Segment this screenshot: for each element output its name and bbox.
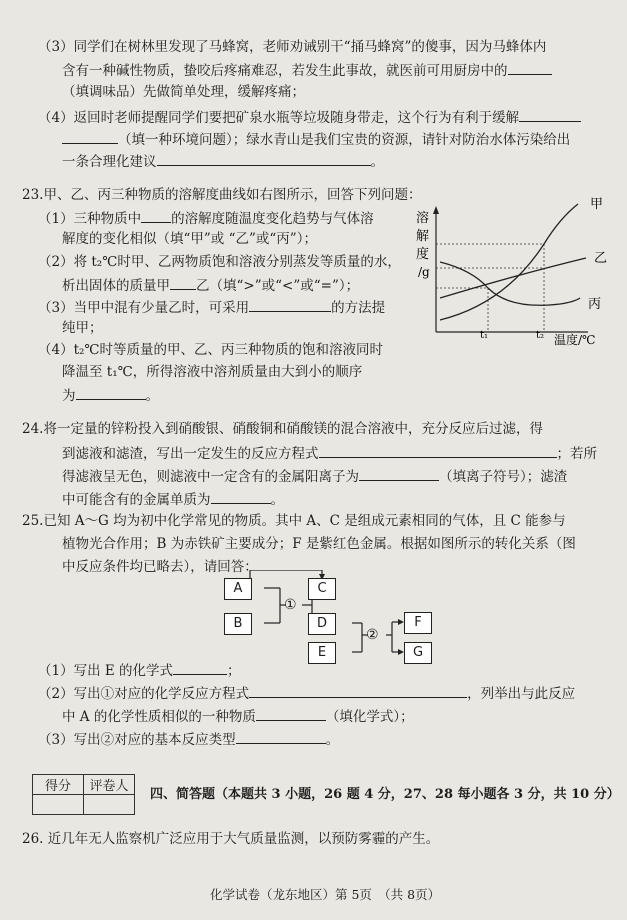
q23-stem: 23.甲、乙、丙三种物质的溶解度曲线如右图所示，回答下列问题： — [22, 187, 422, 203]
q26-text: 26. 近几年无人监察机广泛应用于大气质量监测，以预防雾霾的产生。 — [22, 831, 440, 847]
reaction-1-label: ① — [284, 597, 297, 613]
reaction-2-label: ② — [366, 627, 379, 643]
solubility-curve-figure — [410, 192, 615, 348]
q23-part2-line2: 析出固体的质量甲 乙（填“>”或“<”或“=”）； — [62, 275, 359, 295]
answer-blank[interactable] — [62, 129, 118, 144]
q23-part1-line2: 解度的变化相似（填“甲”或 “乙”或“丙”）； — [62, 231, 317, 247]
page-footer: 化学试卷（龙东地区）第 5页 （共 8页） — [210, 887, 441, 902]
answer-blank[interactable] — [76, 385, 146, 400]
q25-part2-line1: （2）写出①对应的化学反应方程式 ，列举出与此反应 — [38, 683, 575, 703]
curve-yi — [440, 258, 586, 298]
q24-line1: 24.将一定量的锌粉投入到硝酸银、硝酸铜和硝酸镁的混合溶液中，充分反应后过滤，得 — [22, 421, 543, 437]
q25-line1: 25.已知 A～G 均为初中化学常见的物质。其中 A、C 是组成元素相同的气体，且 C 能参与 — [22, 513, 566, 529]
answer-blank[interactable] — [319, 443, 557, 458]
score-label: 得分 — [33, 775, 84, 795]
q22-part4-line2: （填一种环境问题）；绿水青山是我们宝贵的资源，请针对防治水体污染给出 — [62, 129, 570, 149]
q22-part3-line3: （填调味品）先做简单处理，缓解疼痛； — [62, 84, 305, 100]
answer-blank[interactable] — [519, 107, 581, 122]
series-label-bing: 丙 — [588, 297, 602, 312]
q24-line2: 到滤液和滤渣，写出一定发生的反应方程式 ；若所 — [62, 443, 597, 463]
curve-jia — [440, 204, 578, 320]
q23-part2-line1: （2）将 t₂℃时甲、乙两物质饱和溶液分别蒸发等质量的水， — [38, 254, 401, 270]
node-A: A — [224, 578, 252, 600]
y-axis-label-3: 度 — [416, 247, 430, 262]
answer-blank[interactable] — [249, 683, 467, 698]
answer-blank[interactable] — [170, 275, 196, 290]
q24-line3: 得滤液呈无色，则滤液中一定含有的金属阳离子为 （填离子符号）；滤渣 — [62, 466, 567, 486]
series-label-yi: 乙 — [594, 251, 608, 266]
node-C: C — [308, 578, 336, 600]
q25-part2-line2: 中 A 的化学性质相似的一种物质 （填化学式）； — [62, 706, 414, 726]
grader-cell[interactable] — [84, 795, 135, 815]
y-axis-label-1: 溶 — [416, 211, 430, 226]
answer-blank[interactable] — [236, 729, 326, 744]
answer-blank[interactable] — [256, 706, 326, 721]
y-axis-arrow — [433, 206, 439, 214]
answer-blank[interactable] — [157, 151, 371, 166]
answer-blank[interactable] — [141, 208, 171, 223]
q25-line3: 中反应条件均已略去），请回答： — [62, 559, 258, 575]
series-label-jia: 甲 — [590, 197, 604, 212]
q23-part3-line1: （3）当甲中混有少量乙时，可采用 的方法提 — [38, 297, 385, 317]
q23-part4-line3: 为 。 — [62, 385, 159, 405]
q23-part4-line2: 降温至 t₁℃，所得溶液中溶剂质量由大到小的顺序 — [62, 364, 363, 380]
node-G: G — [404, 642, 432, 664]
q25-line2: 植物光合作用；B 为赤铁矿主要成分；F 是紫红色金属。根据如图所示的转化关系（图 — [62, 536, 576, 552]
score-table — [32, 774, 135, 815]
tick-t2: t₂ — [536, 330, 545, 341]
q22-part4-line3: 一条合理化建议 。 — [62, 151, 384, 171]
q23-part1-line1: （1）三种物质中 的溶解度随温度变化趋势与气体溶 — [38, 208, 374, 228]
grader-label: 评卷人 — [84, 775, 135, 795]
answer-blank[interactable] — [173, 660, 227, 675]
q23-part4-line1: （4）t₂℃时等质量的甲、乙、丙三种物质的饱和溶液同时 — [38, 342, 384, 358]
q22-part3-line1: （3）同学们在树林里发现了马蜂窝，老师劝诫别干“捅马蜂窝”的傻事，因为马蜂体内 — [38, 39, 547, 55]
node-B: B — [224, 613, 252, 635]
node-F: F — [404, 612, 432, 634]
q22-part3-line2: 含有一种碱性物质，蛰咬后疼痛难忍，若发生此事故，就医前可用厨房中的 — [62, 60, 552, 80]
node-D: D — [308, 613, 336, 635]
q25-part1: （1）写出 E 的化学式 ； — [38, 660, 241, 680]
y-axis-label-2: 解 — [416, 229, 430, 244]
q24-line4: 中可能含有的金属单质为 。 — [62, 489, 284, 509]
q22-part4-line1: （4）返回时老师提醒同学们要把矿泉水瓶等垃圾随身带走，这个行为有利于缓解 — [38, 107, 581, 127]
q25-part3: （3）写出②对应的基本反应类型 。 — [38, 729, 339, 749]
answer-blank[interactable] — [359, 466, 439, 481]
answer-blank[interactable] — [211, 489, 271, 504]
tick-t1: t₁ — [480, 330, 489, 341]
score-cell[interactable] — [33, 795, 84, 815]
answer-blank[interactable] — [508, 60, 552, 75]
node-E: E — [308, 642, 336, 664]
x-axis-label: 温度/℃ — [554, 333, 596, 347]
answer-blank[interactable] — [249, 297, 331, 312]
y-axis-label-4: /g — [418, 265, 430, 279]
q23-part3-line2: 纯甲； — [62, 320, 103, 336]
section4-title: 四、简答题（本题共 3 小题，26 题 4 分，27、28 每小题各 3 分，共 10 分） — [150, 787, 620, 802]
